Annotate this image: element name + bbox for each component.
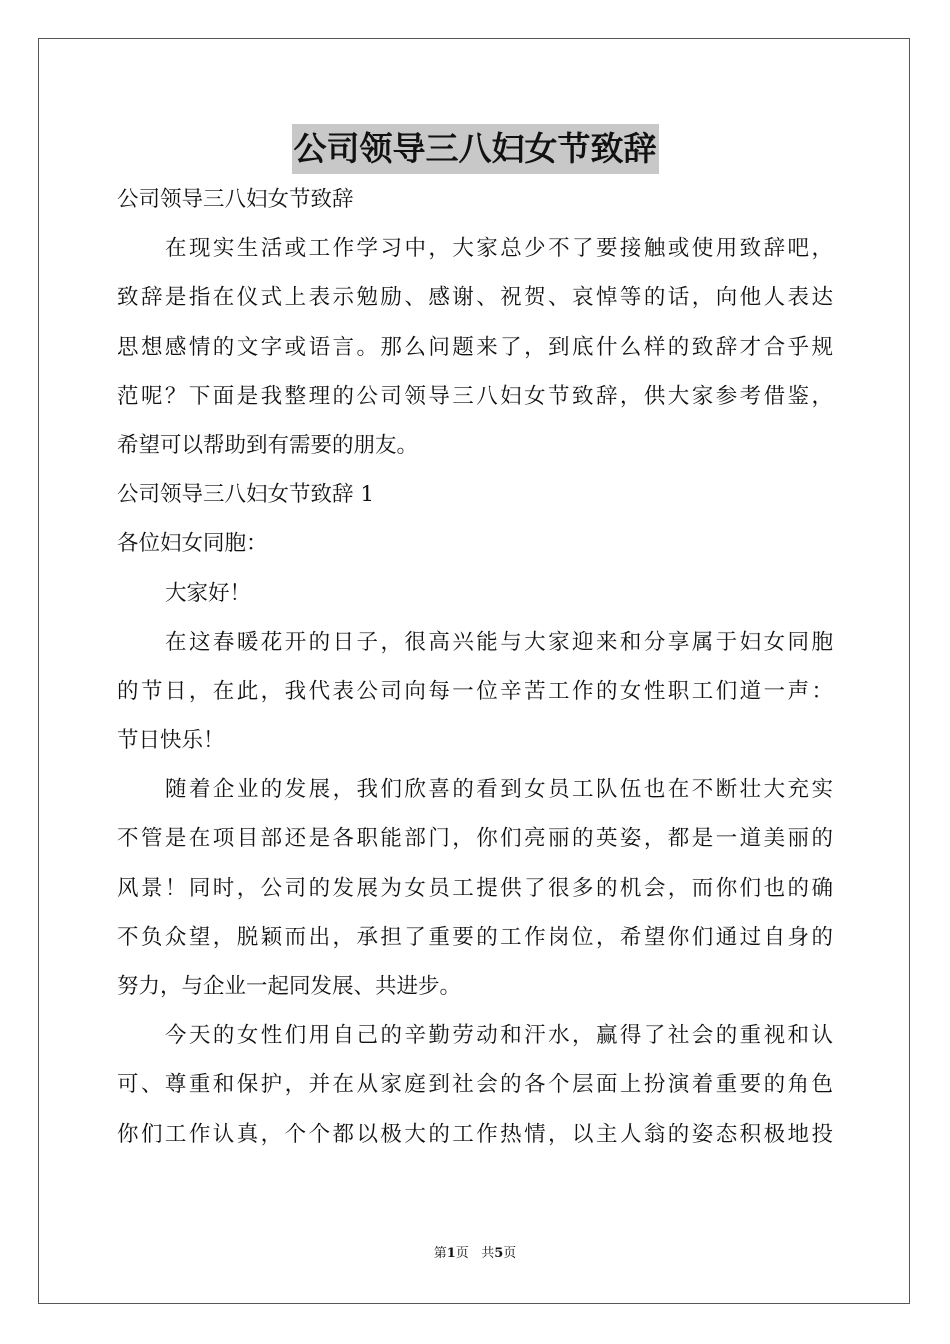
text-line: 在现实生活或工作学习中，大家总少不了要接触或使用致辞吧， xyxy=(165,236,833,262)
text-line: 今天的女性们用自己的辛勤劳动和汗水，赢得了社会的重视和认 xyxy=(165,1023,833,1049)
text-line: 不负众望，脱颖而出，承担了重要的工作岗位，希望你们通过自身的 xyxy=(117,924,833,950)
page-suffix: 页 xyxy=(455,1246,469,1261)
total-suffix: 页 xyxy=(503,1246,517,1261)
document-body xyxy=(117,175,833,1159)
text-line: 在这春暖花开的日子，很高兴能与大家迎来和分享属于妇女同胞 xyxy=(165,629,833,655)
text-line: 致辞是指在仪式上表示勉励、感谢、祝贺、哀悼等的话，向他人表达 xyxy=(117,285,833,311)
total-pages: 5 xyxy=(494,1246,504,1261)
text-line: 公司领导三八妇女节致辞 1 xyxy=(117,482,375,508)
page-footer xyxy=(0,1244,950,1264)
text-line: 希望可以帮助到有需要的朋友。 xyxy=(117,432,419,458)
text-line: 你们工作认真，个个都以极大的工作热情，以主人翁的姿态积极地投 xyxy=(117,1121,833,1147)
text-line: 大家好！ xyxy=(165,580,252,606)
text-line: 风景！同时，公司的发展为女员工提供了很多的机会，而你们也的确 xyxy=(117,875,833,901)
page-prefix: 第 xyxy=(433,1246,447,1261)
page-number: 1 xyxy=(446,1246,456,1261)
text-line: 不管是在项目部还是各职能部门，你们亮丽的英姿，都是一道美丽的 xyxy=(117,826,833,852)
text-line: 的节日，在此，我代表公司向每一位辛苦工作的女性职工们道一声： xyxy=(117,678,833,704)
text-line: 思想感情的文字或语言。那么问题来了，到底什么样的致辞才合乎规 xyxy=(117,334,833,360)
text-line: 公司领导三八妇女节致辞 xyxy=(117,187,354,212)
text-line: 随着企业的发展，我们欣喜的看到女员工队伍也在不断壮大充实 xyxy=(165,777,833,803)
document-title: 公司领导三八妇女节致辞 xyxy=(292,124,659,174)
text-line: 各位妇女同胞： xyxy=(117,531,268,557)
text-line: 范呢？下面是我整理的公司领导三八妇女节致辞，供大家参考借鉴， xyxy=(117,383,833,409)
total-prefix: 共 xyxy=(481,1246,495,1261)
text-line: 可、尊重和保护，并在从家庭到社会的各个层面上扮演着重要的角色 xyxy=(117,1072,833,1098)
text-line: 节日快乐！ xyxy=(117,728,225,754)
title-container xyxy=(0,124,950,174)
text-line: 努力，与企业一起同发展、共进步。 xyxy=(117,974,462,999)
